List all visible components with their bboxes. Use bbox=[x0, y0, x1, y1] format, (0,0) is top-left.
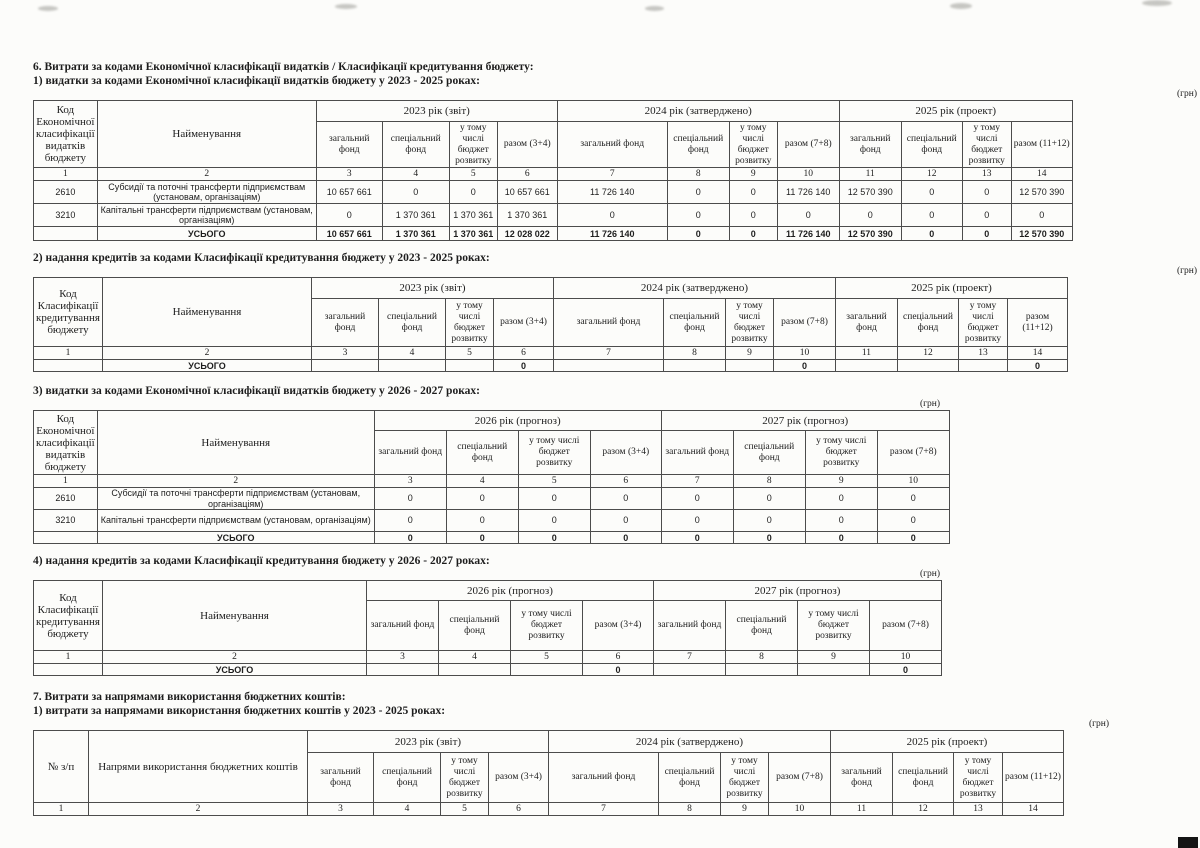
col-header-total-3-4: разом (3+4) bbox=[489, 753, 549, 803]
cell: 0 bbox=[557, 204, 667, 227]
col-header-year-2025: 2025 рік (проект) bbox=[839, 101, 1072, 122]
cell: 2 bbox=[97, 475, 374, 488]
col-header-special-fund: спеціальний фонд bbox=[893, 753, 954, 803]
cell: 12 570 390 bbox=[1011, 227, 1072, 241]
cell: УСЬОГО bbox=[97, 227, 316, 241]
cell: 10 bbox=[773, 347, 835, 360]
currency-note: (грн) bbox=[1088, 719, 1109, 729]
cell: 13 bbox=[954, 803, 1003, 816]
cell: 0 bbox=[733, 532, 805, 544]
document-page bbox=[33, 0, 1197, 816]
col-header-total-3-4: разом (3+4) bbox=[590, 431, 661, 475]
cell bbox=[725, 664, 797, 676]
col-header-general-fund: загальний фонд bbox=[553, 299, 663, 347]
cell: 0 bbox=[446, 488, 518, 510]
cell bbox=[34, 227, 98, 241]
cell: 0 bbox=[877, 532, 949, 544]
cell: 1 bbox=[34, 168, 98, 181]
cell: 11 726 140 bbox=[777, 227, 839, 241]
cell: 0 bbox=[869, 664, 941, 676]
cell: 14 bbox=[1003, 803, 1064, 816]
col-header-row-number: № з/п bbox=[34, 731, 89, 803]
cell: 0 bbox=[374, 510, 446, 532]
cell: 1 370 361 bbox=[497, 204, 557, 227]
table-spending-directions-2023-2025 bbox=[33, 730, 1064, 816]
cell: 1 bbox=[34, 803, 89, 816]
section6-sub1-title: 1) видатки за кодами Економічної класифікації видатків бюджету у 2023 - 2025 роках: bbox=[33, 75, 480, 87]
col-header-year-2027: 2027 рік (прогноз) bbox=[653, 581, 941, 601]
cell: 13 bbox=[958, 347, 1007, 360]
col-header-dev-budget: у тому числі бюджет розвитку bbox=[721, 753, 769, 803]
table-row bbox=[34, 278, 1068, 299]
col-header-year-2025: 2025 рік (проект) bbox=[831, 731, 1064, 753]
col-header-dev-budget: у тому числі бюджет розвитку bbox=[449, 122, 497, 168]
cell: 0 bbox=[661, 532, 733, 544]
col-header-dev-budget: у тому числі бюджет розвитку bbox=[518, 431, 590, 475]
col-header-dev-budget: у тому числі бюджет розвитку bbox=[729, 122, 777, 168]
table-credits-2023-2025 bbox=[33, 277, 1068, 372]
table-row bbox=[34, 101, 1073, 122]
column-number-row bbox=[34, 475, 950, 488]
cell: 0 bbox=[777, 204, 839, 227]
table-expenditures-2026-2027 bbox=[33, 410, 950, 544]
cell: 9 bbox=[721, 803, 769, 816]
cell: 12 028 022 bbox=[497, 227, 557, 241]
cell: 6 bbox=[489, 803, 549, 816]
cell: 11 bbox=[831, 803, 893, 816]
table-row-total bbox=[34, 227, 1073, 241]
cell bbox=[311, 360, 378, 372]
col-header-special-fund: спеціальний фонд bbox=[382, 122, 449, 168]
cell: 10 bbox=[877, 475, 949, 488]
currency-note: (грн) bbox=[919, 569, 940, 579]
cell: Субсидії та поточні трансферти підприємствам (установам, організаціям) bbox=[97, 181, 316, 204]
cell: 0 bbox=[962, 227, 1011, 241]
col-header-name: Найменування bbox=[102, 581, 366, 651]
cell: 0 bbox=[446, 510, 518, 532]
col-header-general-fund: загальний фонд bbox=[557, 122, 667, 168]
col-header-directions: Напрями використання бюджетних коштів bbox=[89, 731, 308, 803]
scan-corner-mark bbox=[1178, 837, 1198, 848]
cell: 6 bbox=[582, 651, 653, 664]
col-header-general-fund: загальний фонд bbox=[366, 601, 438, 651]
cell: 0 bbox=[518, 532, 590, 544]
col-header-special-fund: спеціальний фонд bbox=[438, 601, 510, 651]
cell: 3210 bbox=[34, 204, 98, 227]
cell bbox=[797, 664, 869, 676]
col-header-special-fund: спеціальний фонд bbox=[374, 753, 441, 803]
section6-sub2-heading bbox=[33, 251, 1197, 265]
cell: 4 bbox=[374, 803, 441, 816]
cell: 8 bbox=[663, 347, 725, 360]
cell: 0 bbox=[590, 488, 661, 510]
cell: 6 bbox=[590, 475, 661, 488]
cell: 2 bbox=[89, 803, 308, 816]
col-header-total-7-8: разом (7+8) bbox=[869, 601, 941, 651]
cell: 11 bbox=[835, 347, 897, 360]
cell: 1 370 361 bbox=[449, 227, 497, 241]
col-header-name: Найменування bbox=[97, 101, 316, 168]
table-credits-2026-2027 bbox=[33, 580, 942, 676]
cell: 1 370 361 bbox=[382, 227, 449, 241]
col-header-code: Код Економічної класифікації видатків бюджету bbox=[34, 411, 98, 475]
col-header-year-2024: 2024 рік (затверджено) bbox=[557, 101, 839, 122]
cell: 0 bbox=[446, 532, 518, 544]
cell: 0 bbox=[805, 488, 877, 510]
col-header-total-7-8: разом (7+8) bbox=[777, 122, 839, 168]
cell: 0 bbox=[590, 510, 661, 532]
cell: 2610 bbox=[34, 181, 98, 204]
cell: 5 bbox=[441, 803, 489, 816]
col-header-special-fund: спеціальний фонд bbox=[897, 299, 958, 347]
cell: 0 bbox=[661, 488, 733, 510]
col-header-special-fund: спеціальний фонд bbox=[378, 299, 445, 347]
cell: 12 bbox=[901, 168, 962, 181]
cell: 0 bbox=[518, 488, 590, 510]
cell: 0 bbox=[733, 510, 805, 532]
cell: 10 657 661 bbox=[316, 181, 382, 204]
cell bbox=[653, 664, 725, 676]
cell: 0 bbox=[493, 360, 553, 372]
col-header-code: Код Класифікації кредитування бюджету bbox=[34, 278, 103, 347]
currency-note: (грн) bbox=[1176, 266, 1197, 276]
col-header-dev-budget: у тому числі бюджет розвитку bbox=[725, 299, 773, 347]
cell: 2 bbox=[102, 651, 366, 664]
col-header-general-fund: загальний фонд bbox=[549, 753, 659, 803]
col-header-special-fund: спеціальний фонд bbox=[725, 601, 797, 651]
col-header-total-3-4: разом (3+4) bbox=[582, 601, 653, 651]
cell: 0 bbox=[733, 488, 805, 510]
col-header-dev-budget: у тому числі бюджет розвитку bbox=[805, 431, 877, 475]
col-header-special-fund: спеціальний фонд bbox=[663, 299, 725, 347]
cell: 5 bbox=[449, 168, 497, 181]
cell: 7 bbox=[661, 475, 733, 488]
cell: 0 bbox=[877, 488, 949, 510]
cell: 3210 bbox=[34, 510, 98, 532]
cell: 11 726 140 bbox=[557, 181, 667, 204]
section7-title: 7. Витрати за напрямами використання бюджетних коштів: bbox=[33, 691, 346, 703]
cell: 7 bbox=[549, 803, 659, 816]
cell: 5 bbox=[510, 651, 582, 664]
cell: 3 bbox=[308, 803, 374, 816]
cell: 3 bbox=[311, 347, 378, 360]
cell bbox=[553, 360, 663, 372]
cell: 7 bbox=[653, 651, 725, 664]
cell: 12 570 390 bbox=[1011, 181, 1072, 204]
cell: 0 bbox=[729, 181, 777, 204]
cell: 4 bbox=[438, 651, 510, 664]
table-row-3210 bbox=[34, 510, 950, 532]
table-row-3210 bbox=[34, 204, 1073, 227]
col-header-year-2024: 2024 рік (затверджено) bbox=[553, 278, 835, 299]
section6-sub4-heading bbox=[33, 554, 1197, 568]
cell: 3 bbox=[316, 168, 382, 181]
cell: 0 bbox=[518, 510, 590, 532]
cell: 14 bbox=[1011, 168, 1072, 181]
cell: 12 bbox=[897, 347, 958, 360]
cell bbox=[34, 664, 103, 676]
cell: УСЬОГО bbox=[102, 360, 311, 372]
cell: 8 bbox=[725, 651, 797, 664]
cell: Капітальні трансферти підприємствам (установам, організаціям) bbox=[97, 204, 316, 227]
section6-sub2-title: 2) надання кредитів за кодами Класифікації кредитування бюджету у 2023 - 2025 роках: bbox=[33, 252, 490, 264]
column-number-row bbox=[34, 651, 942, 664]
cell: 6 bbox=[493, 347, 553, 360]
col-header-special-fund: спеціальний фонд bbox=[733, 431, 805, 475]
cell bbox=[663, 360, 725, 372]
table-row bbox=[34, 411, 950, 431]
col-header-general-fund: загальний фонд bbox=[839, 122, 901, 168]
currency-note: (грн) bbox=[919, 399, 940, 409]
table-row bbox=[34, 581, 942, 601]
table-row bbox=[34, 731, 1064, 753]
column-number-row bbox=[34, 347, 1068, 360]
cell: 0 bbox=[661, 510, 733, 532]
col-header-general-fund: загальний фонд bbox=[835, 299, 897, 347]
col-header-special-fund: спеціальний фонд bbox=[446, 431, 518, 475]
cell: 4 bbox=[378, 347, 445, 360]
cell: 11 726 140 bbox=[777, 181, 839, 204]
col-header-general-fund: загальний фонд bbox=[311, 299, 378, 347]
cell: 9 bbox=[805, 475, 877, 488]
cell: 3 bbox=[374, 475, 446, 488]
cell: 8 bbox=[733, 475, 805, 488]
cell: 0 bbox=[901, 181, 962, 204]
cell: 10 bbox=[769, 803, 831, 816]
cell: 0 bbox=[962, 204, 1011, 227]
cell: 9 bbox=[729, 168, 777, 181]
col-header-year-2023: 2023 рік (звіт) bbox=[308, 731, 549, 753]
col-header-dev-budget: у тому числі бюджет розвитку bbox=[962, 122, 1011, 168]
col-header-special-fund: спеціальний фонд bbox=[667, 122, 729, 168]
cell: 7 bbox=[557, 168, 667, 181]
cell: 8 bbox=[659, 803, 721, 816]
column-number-row bbox=[34, 168, 1073, 181]
col-header-general-fund: загальний фонд bbox=[316, 122, 382, 168]
cell: 2 bbox=[102, 347, 311, 360]
cell: 4 bbox=[382, 168, 449, 181]
section6-sub4-title: 4) надання кредитів за кодами Класифікації кредитування бюджету у 2026 - 2027 роках: bbox=[33, 555, 490, 567]
col-header-general-fund: загальний фонд bbox=[374, 431, 446, 475]
cell: 12 bbox=[893, 803, 954, 816]
col-header-dev-budget: у тому числі бюджет розвитку bbox=[445, 299, 493, 347]
col-header-year-2024: 2024 рік (затверджено) bbox=[549, 731, 831, 753]
cell: 12 570 390 bbox=[839, 227, 901, 241]
cell: 0 bbox=[729, 227, 777, 241]
cell: 10 bbox=[869, 651, 941, 664]
col-header-year-2026: 2026 рік (прогноз) bbox=[374, 411, 661, 431]
cell: 0 bbox=[729, 204, 777, 227]
cell: 0 bbox=[449, 181, 497, 204]
col-header-total-7-8: разом (7+8) bbox=[773, 299, 835, 347]
cell: 14 bbox=[1007, 347, 1067, 360]
col-header-total-7-8: разом (7+8) bbox=[769, 753, 831, 803]
cell: УСЬОГО bbox=[97, 532, 374, 544]
cell: 0 bbox=[667, 227, 729, 241]
col-header-year-2025: 2025 рік (проект) bbox=[835, 278, 1067, 299]
cell: 0 bbox=[962, 181, 1011, 204]
section7-sub1-title: 1) витрати за напрямами використання бюджетних коштів у 2023 - 2025 роках: bbox=[33, 705, 446, 717]
col-header-total-11-12: разом (11+12) bbox=[1007, 299, 1067, 347]
cell: 1 370 361 bbox=[382, 204, 449, 227]
cell: 7 bbox=[553, 347, 663, 360]
cell: 10 657 661 bbox=[497, 181, 557, 204]
table-row-2610 bbox=[34, 488, 950, 510]
column-number-row bbox=[34, 803, 1064, 816]
table-expenditures-2023-2025 bbox=[33, 100, 1073, 241]
col-header-year-2023: 2023 рік (звіт) bbox=[311, 278, 553, 299]
cell: 2 bbox=[97, 168, 316, 181]
section6-sub3-heading bbox=[33, 384, 1197, 398]
cell: 0 bbox=[667, 204, 729, 227]
cell: 9 bbox=[725, 347, 773, 360]
cell: 12 570 390 bbox=[839, 181, 901, 204]
col-header-year-2027: 2027 рік (прогноз) bbox=[661, 411, 949, 431]
cell: 0 bbox=[316, 204, 382, 227]
table-row-total bbox=[34, 360, 1068, 372]
cell: 0 bbox=[773, 360, 835, 372]
cell: 0 bbox=[1011, 204, 1072, 227]
col-header-dev-budget: у тому числі бюджет розвитку bbox=[441, 753, 489, 803]
cell: 0 bbox=[901, 204, 962, 227]
cell: 0 bbox=[805, 510, 877, 532]
table-row-2610 bbox=[34, 181, 1073, 204]
cell: УСЬОГО bbox=[102, 664, 366, 676]
cell bbox=[958, 360, 1007, 372]
cell: 11 bbox=[839, 168, 901, 181]
cell: 3 bbox=[366, 651, 438, 664]
cell: 2610 bbox=[34, 488, 98, 510]
col-header-special-fund: спеціальний фонд bbox=[901, 122, 962, 168]
cell: 1 bbox=[34, 347, 103, 360]
col-header-year-2023: 2023 рік (звіт) bbox=[316, 101, 557, 122]
table-row-total bbox=[34, 664, 942, 676]
col-header-year-2026: 2026 рік (прогноз) bbox=[366, 581, 653, 601]
cell bbox=[378, 360, 445, 372]
col-header-general-fund: загальний фонд bbox=[308, 753, 374, 803]
cell bbox=[438, 664, 510, 676]
cell bbox=[34, 532, 98, 544]
section6-heading bbox=[33, 60, 1197, 88]
cell bbox=[897, 360, 958, 372]
cell: 0 bbox=[374, 532, 446, 544]
cell: 0 bbox=[839, 204, 901, 227]
section6-sub3-title: 3) видатки за кодами Економічної класифікації видатків бюджету у 2026 - 2027 роках: bbox=[33, 385, 480, 397]
col-header-special-fund: спеціальний фонд bbox=[659, 753, 721, 803]
cell: 13 bbox=[962, 168, 1011, 181]
cell bbox=[510, 664, 582, 676]
cell: 5 bbox=[445, 347, 493, 360]
cell: 4 bbox=[446, 475, 518, 488]
cell bbox=[445, 360, 493, 372]
cell: 0 bbox=[374, 488, 446, 510]
cell: 0 bbox=[1007, 360, 1067, 372]
cell: 1 bbox=[34, 651, 103, 664]
col-header-total-11-12: разом (11+12) bbox=[1011, 122, 1072, 168]
col-header-dev-budget: у тому числі бюджет розвитку bbox=[954, 753, 1003, 803]
cell: 0 bbox=[667, 181, 729, 204]
cell: 10 bbox=[777, 168, 839, 181]
cell: 9 bbox=[797, 651, 869, 664]
col-header-name: Найменування bbox=[102, 278, 311, 347]
col-header-total-3-4: разом (3+4) bbox=[493, 299, 553, 347]
col-header-total-7-8: разом (7+8) bbox=[877, 431, 949, 475]
col-header-code: Код Економічної класифікації видатків бюджету bbox=[34, 101, 98, 168]
col-header-general-fund: загальний фонд bbox=[661, 431, 733, 475]
col-header-dev-budget: у тому числі бюджет розвитку bbox=[797, 601, 869, 651]
currency-note: (грн) bbox=[1176, 89, 1197, 99]
col-header-code: Код Класифікації кредитування бюджету bbox=[34, 581, 103, 651]
cell: 0 bbox=[901, 227, 962, 241]
col-header-name: Найменування bbox=[97, 411, 374, 475]
col-header-dev-budget: у тому числі бюджет розвитку bbox=[958, 299, 1007, 347]
table-row-total bbox=[34, 532, 950, 544]
cell bbox=[366, 664, 438, 676]
cell bbox=[34, 360, 103, 372]
cell bbox=[835, 360, 897, 372]
cell: 11 726 140 bbox=[557, 227, 667, 241]
cell: 0 bbox=[590, 532, 661, 544]
col-header-general-fund: загальний фонд bbox=[831, 753, 893, 803]
cell bbox=[725, 360, 773, 372]
cell: Капітальні трансферти підприємствам (установам, організаціям) bbox=[97, 510, 374, 532]
cell: 8 bbox=[667, 168, 729, 181]
section6-title: 6. Витрати за кодами Економічної класифікації видатків / Класифікації кредитування бюджету: bbox=[33, 61, 534, 73]
cell: 0 bbox=[582, 664, 653, 676]
cell: 0 bbox=[877, 510, 949, 532]
cell: 6 bbox=[497, 168, 557, 181]
section7-heading bbox=[33, 690, 1197, 718]
cell: 0 bbox=[382, 181, 449, 204]
col-header-total-11-12: разом (11+12) bbox=[1003, 753, 1064, 803]
cell: 1 bbox=[34, 475, 98, 488]
cell: Субсидії та поточні трансферти підприємствам (установам, організаціям) bbox=[97, 488, 374, 510]
cell: 5 bbox=[518, 475, 590, 488]
col-header-general-fund: загальний фонд bbox=[653, 601, 725, 651]
cell: 1 370 361 bbox=[449, 204, 497, 227]
col-header-total-3-4: разом (3+4) bbox=[497, 122, 557, 168]
col-header-dev-budget: у тому числі бюджет розвитку bbox=[510, 601, 582, 651]
cell: 0 bbox=[805, 532, 877, 544]
cell: 10 657 661 bbox=[316, 227, 382, 241]
